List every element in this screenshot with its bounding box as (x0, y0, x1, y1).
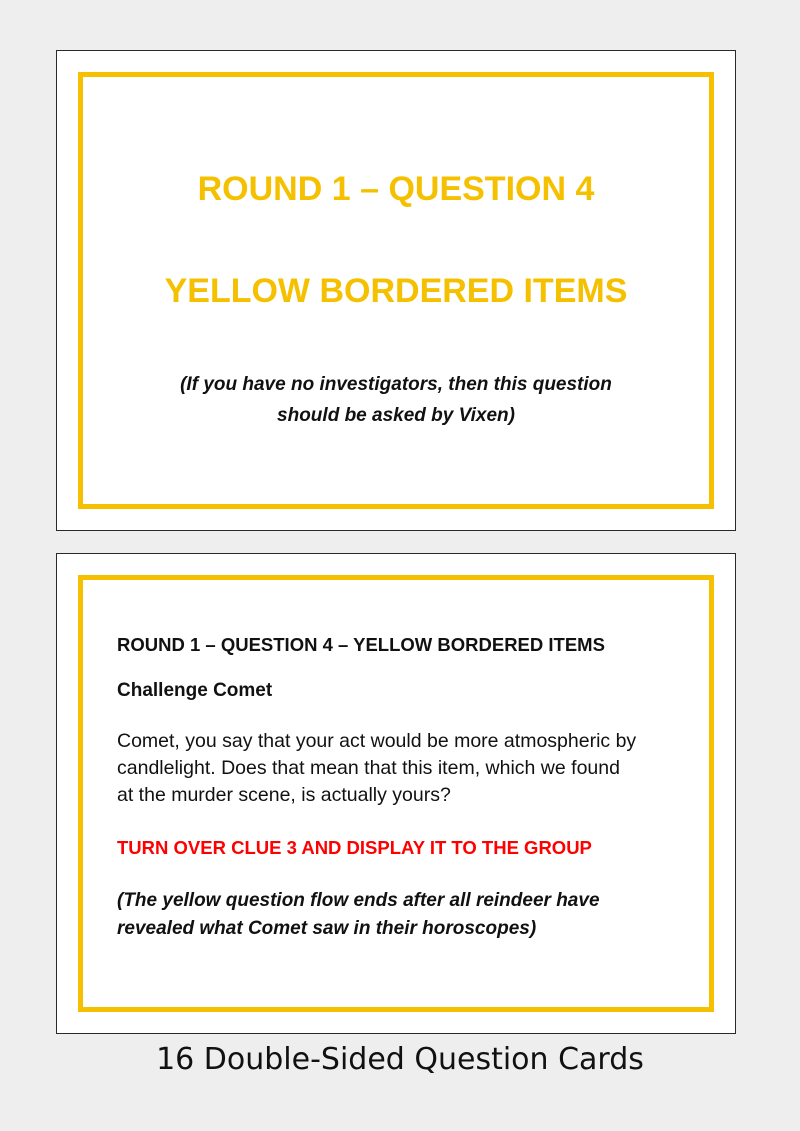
card-back-action: TURN OVER CLUE 3 AND DISPLAY IT TO THE GROUP (117, 837, 592, 858)
page-caption: 16 Double-Sided Question Cards (156, 1042, 644, 1077)
card-back-subheading: Challenge Comet (117, 680, 273, 701)
card-back-note-line: (The yellow question flow ends after all reindeer have (117, 890, 600, 911)
card-front-note-line: (If you have no investigators, then this question (180, 374, 612, 395)
card-front-note-line: should be asked by Vixen) (277, 405, 515, 426)
card-front-note (143, 369, 649, 431)
card-title-round: ROUND 1 – QUESTION 4 (197, 170, 595, 208)
card-title-category: YELLOW BORDERED ITEMS (164, 272, 628, 310)
yellow-border-frame (78, 72, 714, 509)
question-card-back (56, 553, 736, 1034)
card-back-note (117, 887, 689, 943)
card-back-question-line: at the murder scene, is actually yours? (117, 784, 451, 806)
card-back-heading: ROUND 1 – QUESTION 4 – YELLOW BORDERED ITEMS (117, 634, 605, 655)
card-back-question-line: Comet, you say that your act would be more atmospheric by (117, 730, 637, 752)
question-card-front (56, 50, 736, 531)
card-back-content (117, 632, 689, 943)
card-back-question (117, 728, 689, 809)
card-back-question-line: candlelight. Does that mean that this item, which we found (117, 757, 620, 779)
yellow-border-frame (78, 575, 714, 1012)
card-back-note-line: revealed what Comet saw in their horoscopes) (117, 918, 537, 939)
